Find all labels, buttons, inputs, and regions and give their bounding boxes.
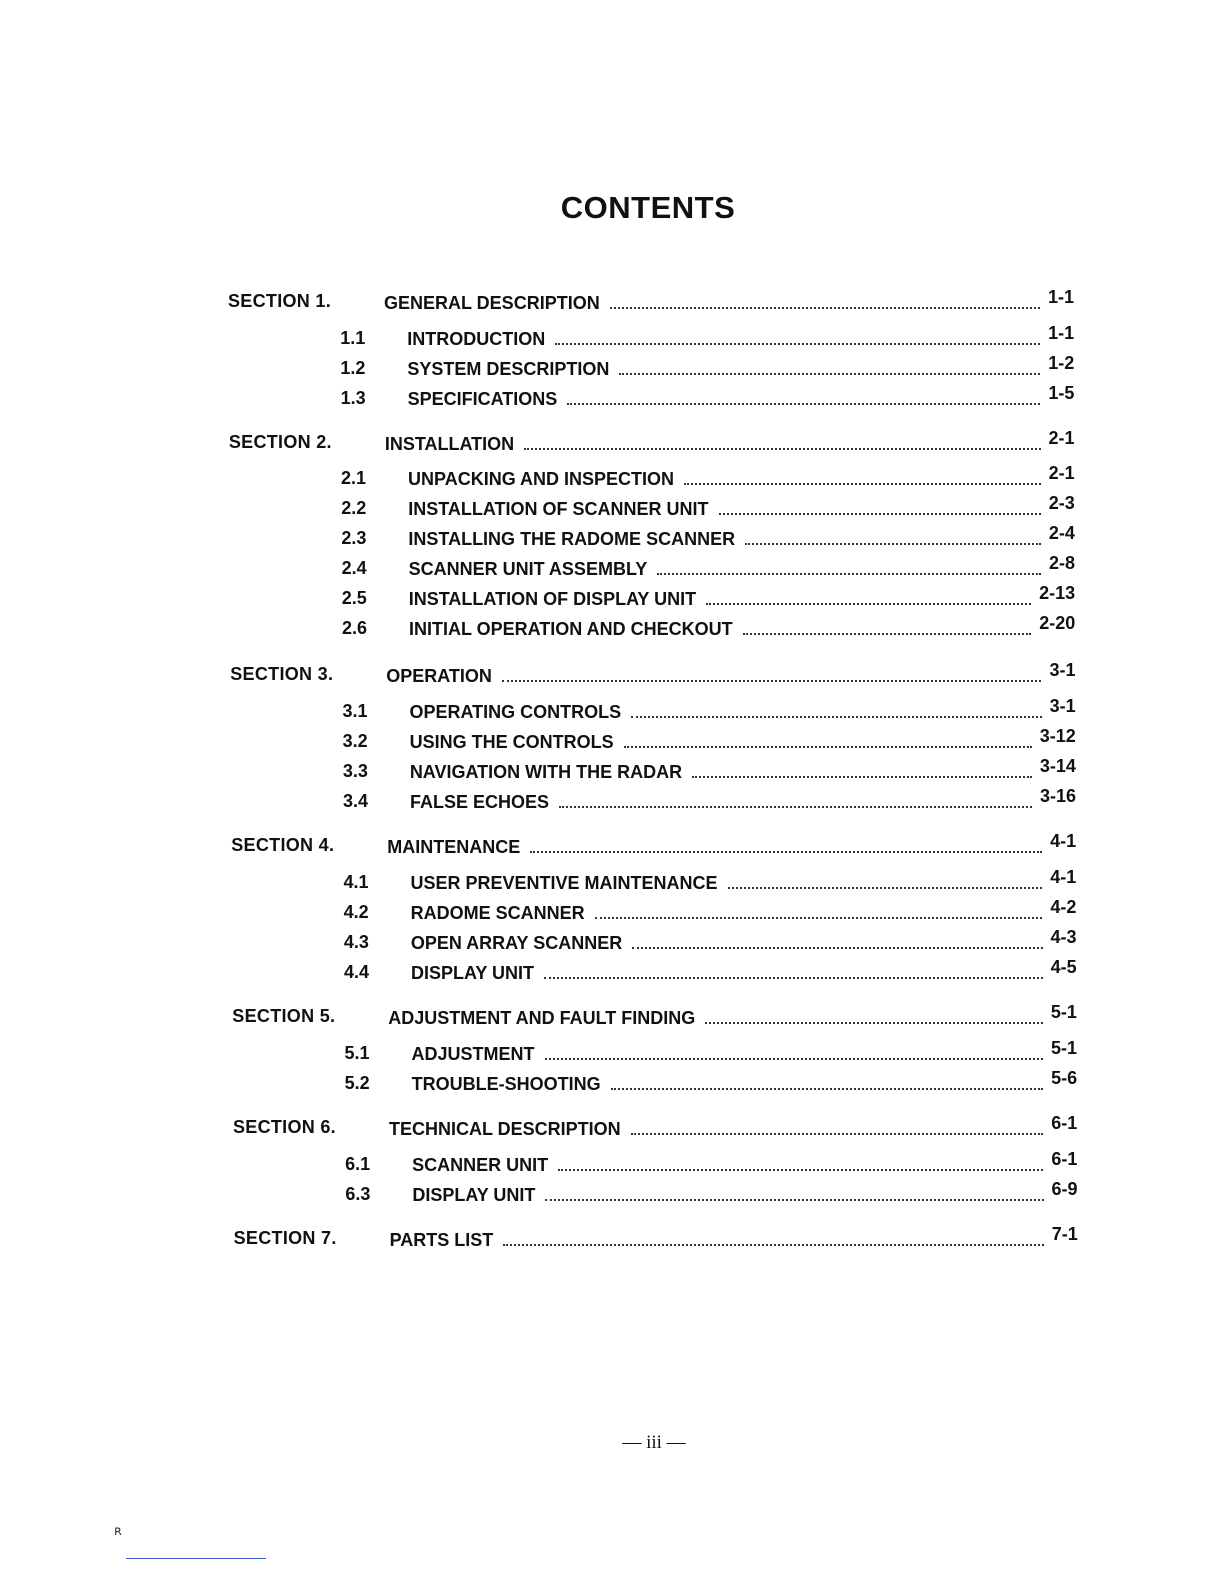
dot-leader <box>619 373 1040 375</box>
subsection-number: 4.1 <box>343 872 369 892</box>
page-number: 3-12 <box>1039 726 1076 746</box>
page-number: 2-1 <box>1048 428 1075 448</box>
page-number: 5-1 <box>1050 1002 1077 1022</box>
page-title: CONTENTS <box>560 190 736 225</box>
page-number: 5-1 <box>1050 1038 1077 1058</box>
dot-leader <box>544 977 1043 979</box>
entry-title: TROUBLE-SHOOTING <box>411 1074 601 1094</box>
section-label: SECTION 2. <box>228 432 332 452</box>
subsection-number: 6.3 <box>345 1184 371 1204</box>
page-number: 2-1 <box>1048 463 1075 483</box>
dot-leader <box>502 680 1042 682</box>
dot-leader <box>545 1199 1043 1201</box>
entry-title: MAINTENANCE <box>387 837 521 857</box>
section-heading-row <box>384 288 1074 314</box>
subsection-number: 2.6 <box>341 618 367 638</box>
subsection-row <box>408 384 1075 410</box>
subsection-row <box>409 697 1075 723</box>
entry-title: ADJUSTMENT AND FAULT FINDING <box>388 1008 696 1028</box>
page-number: 4-1 <box>1050 867 1077 887</box>
entry-title: OPEN ARRAY SCANNER <box>410 933 623 953</box>
subsection-number: 4.4 <box>344 962 370 982</box>
dot-leader <box>503 1244 1043 1246</box>
subsection-row <box>412 1150 1077 1176</box>
subsection-row <box>407 354 1074 380</box>
page-number: 3-1 <box>1049 696 1076 716</box>
entry-title: UNPACKING AND INSPECTION <box>408 469 675 489</box>
subsection-number: 2.3 <box>341 528 367 548</box>
subsection-row <box>409 554 1075 580</box>
page-number: 4-3 <box>1050 927 1077 947</box>
dot-leader <box>743 633 1032 635</box>
entry-title: USING THE CONTROLS <box>409 732 614 752</box>
entry-title: RADOME SCANNER <box>410 903 585 923</box>
entry-title: OPERATION <box>386 666 492 686</box>
subsection-number: 3.3 <box>342 761 368 781</box>
page-number: 2-20 <box>1039 613 1076 633</box>
dot-leader <box>692 776 1032 778</box>
page-number: 4-1 <box>1050 831 1077 851</box>
section-heading-row <box>388 1003 1077 1029</box>
dot-leader <box>728 887 1043 889</box>
section-label: SECTION 6. <box>232 1117 336 1137</box>
subsection-row <box>408 524 1075 550</box>
subsection-number: 3.1 <box>342 701 368 721</box>
page-number: 1-5 <box>1048 383 1075 403</box>
entry-title: INSTALLATION <box>384 434 515 454</box>
dot-leader <box>530 851 1042 853</box>
subsection-row <box>412 1039 1077 1065</box>
subsection-row <box>410 727 1076 753</box>
dot-leader <box>595 917 1043 919</box>
subsection-row <box>410 868 1076 894</box>
section-label: SECTION 7. <box>233 1228 337 1248</box>
subsection-number: 3.2 <box>342 731 368 751</box>
entry-title: USER PREVENTIVE MAINTENANCE <box>410 873 718 893</box>
subsection-row <box>407 324 1074 350</box>
subsection-row <box>409 614 1075 640</box>
entry-title: OPERATING CONTROLS <box>409 702 622 722</box>
subsection-row <box>411 928 1077 954</box>
dot-leader <box>632 947 1042 949</box>
subsection-row <box>408 464 1075 490</box>
page-number: 6-1 <box>1051 1113 1078 1133</box>
page-number: 4-5 <box>1050 957 1077 977</box>
entry-title: SCANNER UNIT <box>412 1155 549 1175</box>
subsection-number: 2.2 <box>341 498 367 518</box>
subsection-number: 2.4 <box>341 558 367 578</box>
page-number: 2-4 <box>1048 523 1075 543</box>
page-number: 2-3 <box>1048 493 1075 513</box>
entry-title: SYSTEM DESCRIPTION <box>407 359 610 379</box>
dot-leader <box>631 1133 1044 1135</box>
section-label: SECTION 4. <box>231 835 335 855</box>
subsection-row <box>410 757 1076 783</box>
section-heading-row <box>385 429 1075 455</box>
entry-title: ADJUSTMENT <box>411 1044 535 1064</box>
page-number-footer: — iii — <box>622 1432 686 1453</box>
entry-title: SPECIFICATIONS <box>407 389 558 409</box>
dot-leader <box>611 1088 1043 1090</box>
dot-leader <box>684 483 1041 485</box>
subsection-row <box>409 584 1075 610</box>
dot-leader <box>631 716 1041 718</box>
dot-leader <box>657 573 1041 575</box>
subsection-number: 5.2 <box>344 1073 370 1093</box>
subsection-number: 4.3 <box>343 932 369 952</box>
subsection-number: 2.5 <box>341 588 367 608</box>
subsection-row <box>412 1069 1077 1095</box>
page-number: 7-1 <box>1051 1224 1078 1244</box>
page-number: 5-6 <box>1051 1068 1078 1088</box>
subsection-row <box>410 787 1076 813</box>
dot-leader <box>624 746 1032 748</box>
subsection-number: 4.2 <box>343 902 369 922</box>
page-number: 2-13 <box>1039 583 1076 603</box>
entry-title: GENERAL DESCRIPTION <box>384 293 600 313</box>
dot-leader <box>745 543 1041 545</box>
subsection-number: 5.1 <box>344 1043 370 1063</box>
bottom-rule <box>126 1558 266 1559</box>
subsection-number: 3.4 <box>342 791 369 811</box>
corner-mark: ʀ <box>114 1524 122 1539</box>
dot-leader <box>705 1022 1043 1024</box>
dot-leader <box>719 513 1041 515</box>
dot-leader <box>524 448 1040 450</box>
entry-title: DISPLAY UNIT <box>411 963 535 983</box>
subsection-row <box>412 1180 1077 1206</box>
entry-title: INTRODUCTION <box>407 329 546 349</box>
section-label: SECTION 3. <box>230 664 334 684</box>
subsection-row <box>411 958 1077 984</box>
dot-leader <box>610 307 1040 309</box>
page-number: 1-1 <box>1047 287 1074 307</box>
entry-title: TECHNICAL DESCRIPTION <box>388 1119 621 1139</box>
entry-title: INSTALLATION OF SCANNER UNIT <box>408 499 709 519</box>
section-heading-row <box>387 832 1076 858</box>
page-number: 3-16 <box>1039 786 1076 806</box>
subsection-row <box>411 898 1077 924</box>
section-label: SECTION 5. <box>232 1006 336 1026</box>
section-heading-row <box>390 1225 1078 1251</box>
entry-title: INITIAL OPERATION AND CHECKOUT <box>408 619 733 639</box>
entry-title: FALSE ECHOES <box>409 792 550 812</box>
page-number: 6-9 <box>1051 1179 1078 1199</box>
subsection-number: 1.2 <box>340 358 366 378</box>
page-number: 4-2 <box>1050 897 1077 917</box>
section-label: SECTION 1. <box>228 291 332 311</box>
dot-leader <box>567 403 1040 405</box>
entry-title: PARTS LIST <box>389 1230 494 1250</box>
subsection-row <box>408 494 1075 520</box>
page-number: 3-1 <box>1049 660 1076 680</box>
dot-leader <box>555 343 1040 345</box>
section-heading-row <box>386 661 1075 687</box>
page-number: 3-14 <box>1039 756 1076 776</box>
dot-leader <box>706 603 1031 605</box>
page-number: 6-1 <box>1051 1149 1078 1169</box>
page-number: 1-1 <box>1048 323 1075 343</box>
entry-title: NAVIGATION WITH THE RADAR <box>409 762 683 782</box>
dot-leader <box>545 1058 1043 1060</box>
dot-leader <box>558 1169 1043 1171</box>
page-number: 2-8 <box>1049 553 1076 573</box>
subsection-number: 1.1 <box>340 328 366 348</box>
subsection-number: 1.3 <box>340 388 366 408</box>
subsection-number: 6.1 <box>345 1154 371 1174</box>
entry-title: SCANNER UNIT ASSEMBLY <box>408 559 648 579</box>
page-number: 1-2 <box>1048 353 1075 373</box>
entry-title: INSTALLING THE RADOME SCANNER <box>408 529 736 549</box>
section-heading-row <box>389 1114 1077 1140</box>
entry-title: DISPLAY UNIT <box>412 1185 536 1205</box>
dot-leader <box>559 806 1032 808</box>
entry-title: INSTALLATION OF DISPLAY UNIT <box>408 589 697 609</box>
subsection-number: 2.1 <box>341 468 367 488</box>
